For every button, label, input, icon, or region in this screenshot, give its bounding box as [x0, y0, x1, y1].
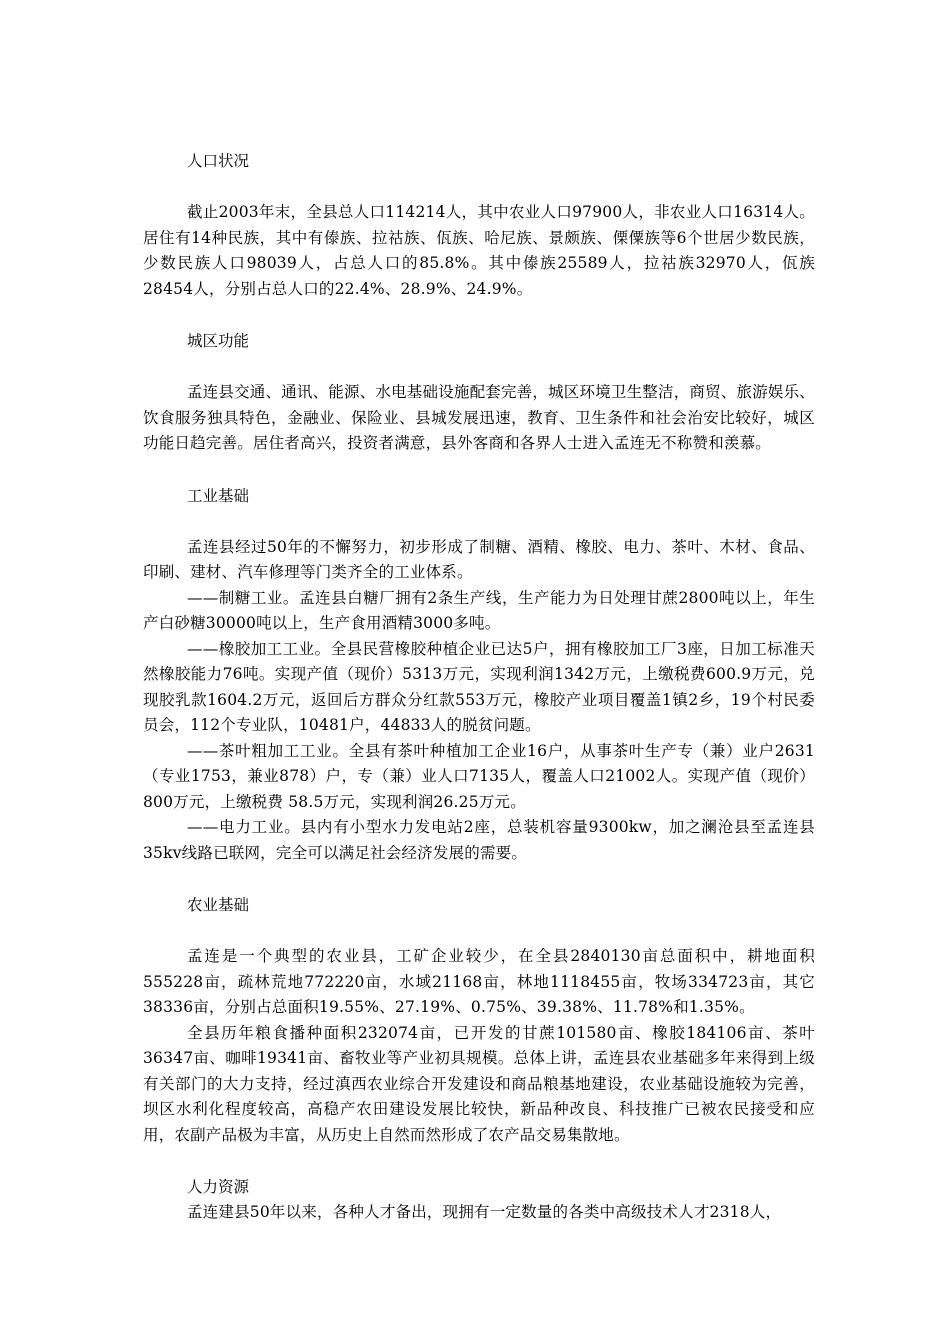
heading-industry: 工业基础: [187, 486, 250, 505]
paragraph-agriculture-crops: 全县历年粮食播种面积232074亩，已开发的甘蔗101580亩、橡胶184106亩、茶叶36347亩、咖啡19341亩、畜牧业等产业初具规模。总体上讲，孟连县农业基础多年来得到上级有关部门的大力支持，经过滇西农业综合开发建设和商品粮基地建设，农业基础设施较为完善，坝区水利化程度较高，高稳产农田建设发展比较快，新品种改良、科技推广已被农民接受和应用，农副产品极为丰富，从历史上自然而然形成了农产品交易集散地。: [143, 1023, 815, 1144]
paragraph-industry-sugar: ——制糖工业。孟连县白糖厂拥有2条生产线，生产能力为日处理甘蔗2800吨以上，年生产白砂糖30000吨以上，生产食用酒精3000多吨。: [143, 588, 815, 632]
heading-agriculture: 农业基础: [187, 896, 250, 914]
paragraph-agriculture-land: 孟连是一个典型的农业县，工矿企业较少，在全县2840130亩总面积中，耕地面积555228亩，疏林荒地772220亩，水域21168亩，林地1118455亩，牧场334723亩，其它38336亩，分别占总面积19.55%、27.19%、0.75%、39.38%、11.78%和1.35%。: [143, 947, 815, 1016]
document-body: [143, 148, 815, 1226]
heading-city: 城区功能: [187, 332, 250, 350]
paragraph-population: 截止2003年末，全县总人口114214人，其中农业人口97900人，非农业人口16314人。居住有14种民族，其中有傣族、拉祜族、佤族、哈尼族、景颇族、傈僳族等6个世居少数民族，少数民族人口98039人，占总人口的85.8%。其中傣族25589人，拉祜族32970人，佤族28454人，分别占总人口的22.4%、28.9%、24.9%。: [143, 203, 815, 298]
heading-population: 人口状况: [187, 152, 250, 170]
paragraph-industry-rubber: ——橡胶加工工业。全县民营橡胶种植企业已达5户，拥有橡胶加工厂3座，日加工标准天然橡胶能力76吨。实现产值（现价）5313万元，实现利润1342万元，上缴税费600.9万元，兑现胶乳款1604.2万元，返回后方群众分红款553万元，橡胶产业项目覆盖1镇2乡，19个村民委员会，112个专业队，10481户，44833人的脱贫问题。: [143, 639, 815, 734]
paragraph-human-resources: 孟连建县50年以来，各种人才备出，现拥有一定数量的各类中高级技术人才2318人，: [187, 1203, 782, 1221]
heading-human-resources: 人力资源: [187, 1178, 250, 1196]
paragraph-industry-intro: 孟连县经过50年的不懈努力，初步形成了制糖、酒精、橡胶、电力、茶叶、木材、食品、印刷、建材、汽车修理等门类齐全的工业体系。: [143, 537, 815, 581]
paragraph-city: 孟连县交通、通讯、能源、水电基础设施配套完善，城区环境卫生整洁，商贸、旅游娱乐、饮食服务独具特色，金融业、保险业、县城发展迅速，教育、卫生条件和社会治安比较好，城区功能日趋完善。居住者高兴，投资者满意，县外客商和各界人士进入孟连无不称赞和羡慕。: [143, 383, 816, 452]
paragraph-industry-power: ——电力工业。县内有小型水力发电站2座，总装机容量9300kw，加之澜沧县至孟连县35kv线路已联网，完全可以满足社会经济发展的需要。: [143, 818, 815, 862]
paragraph-industry-tea: ——茶叶粗加工工业。全县有茶叶种植加工企业16户，从事茶叶生产专（兼）业户2631（专业1753，兼业878）户，专（兼）业人口7135人，覆盖人口21002人。实现产值（现价）800万元，上缴税费 58.5万元，实现利润26.25万元。: [143, 741, 815, 811]
